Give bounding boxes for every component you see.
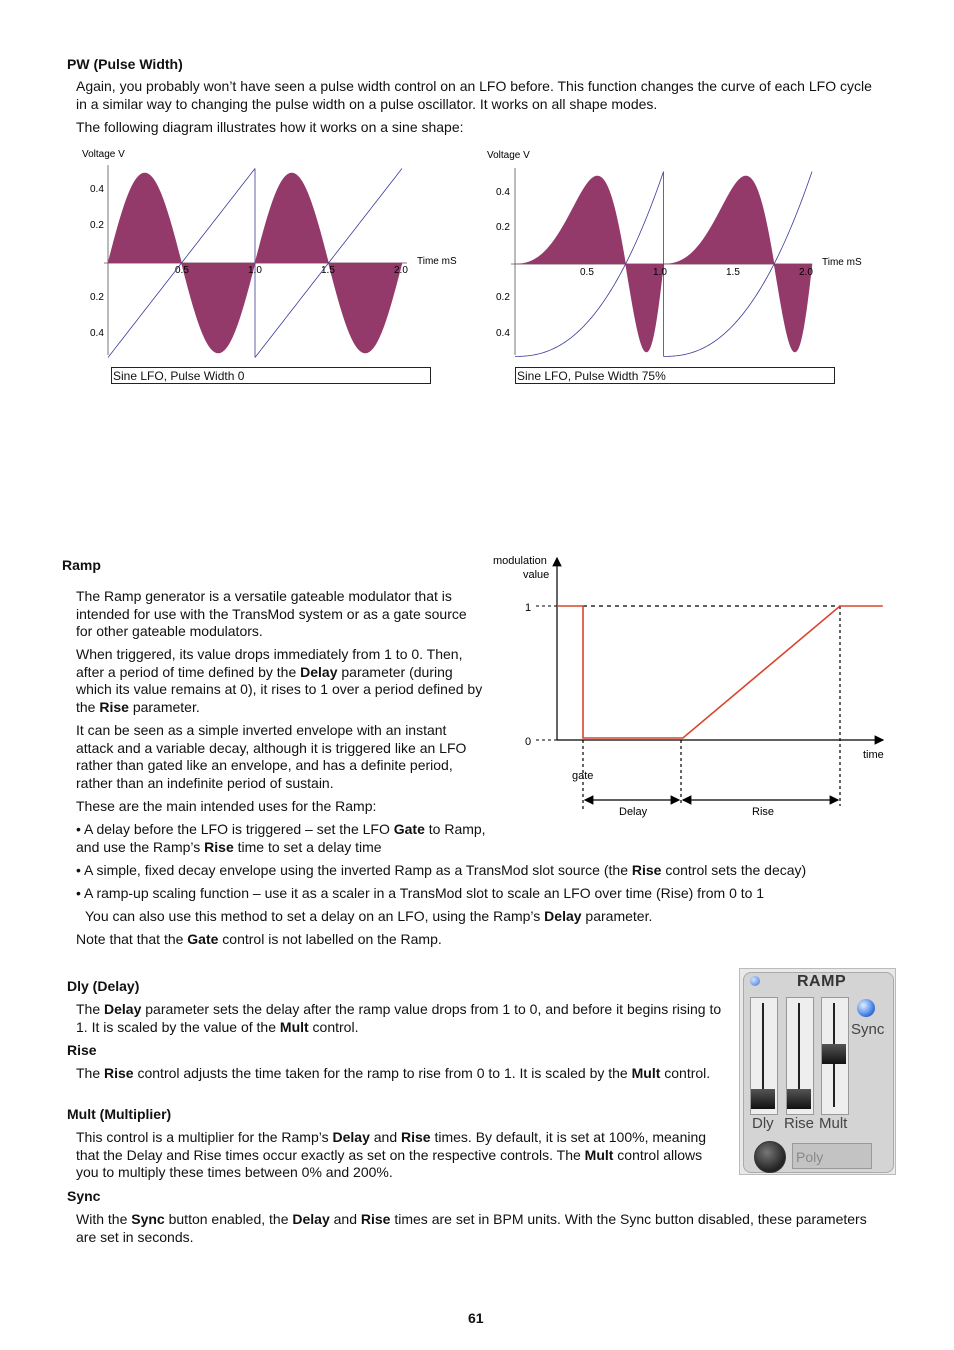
mult-label: Mult [819,1115,848,1132]
sine-cycle-2 [664,176,813,352]
chart1-ytick: 0.4 [90,184,104,195]
ramp-bullet-2: • A simple, fixed decay envelope using the inverted Ramp as a TransMod slot source (the Rise control sets the decay) [76,862,807,878]
ramp-rise-label: Rise [752,806,775,818]
chart2-ytick: 0.2 [496,292,510,303]
ramp-delay-label: Delay [619,806,648,818]
ramp-diagram [488,548,898,828]
chart2-xtick: 0.5 [580,267,594,278]
chart1-ytick: 0.4 [90,328,104,339]
sync-led-button[interactable] [857,999,875,1017]
pw-heading: PW (Pulse Width) [67,56,183,72]
chart1-caption: Sine LFO, Pulse Width 0 [111,367,431,384]
rise-slider-thumb[interactable] [787,1089,811,1109]
chart2-ytick: 0.4 [496,187,510,198]
sine-pw75-chart [480,140,880,390]
gate-knob[interactable] [754,1141,786,1173]
chart2-xtick: 2.0 [799,267,813,278]
rise-label: Rise [784,1115,815,1132]
chart2-ytick: 0.2 [496,222,510,233]
dly-heading: Dly (Delay) [67,978,140,994]
chart1-ytick: 0.2 [90,220,104,231]
sync-heading: Sync [67,1188,101,1204]
chart1-xtick: 1.0 [248,265,262,276]
ramp-paragraph-1: The Ramp generator is a versatile gateable modulator that is intended for use with the TransMod system or as a gate source for other gateable modulators. [76,588,467,639]
ramp-panel [739,968,896,1175]
ramp-ylabel-line1: modulation [493,555,547,567]
mult-paragraph: This control is a multiplier for the Ramp’s Delay and Rise times. By default, it is set at 100%, meaning that the Delay and Rise times occur exactly as set on the respective controls. The Mult control allows you to multiply these times between 0% and 200%. [76,1129,707,1180]
rise-paragraph: The Rise control adjusts the time taken for the ramp to rise from 0 to 1. It is scaled by the Mult control. [76,1065,711,1081]
ramp-note: Note that that the Gate control is not labelled on the Ramp. [76,931,442,947]
mult-heading: Mult (Multiplier) [67,1106,172,1122]
chart2-caption: Sine LFO, Pulse Width 75% [515,367,835,384]
ramp-series-line [557,606,883,738]
ramp-paragraph-2: When triggered, its value drops immediately from 1 to 0. Then, after a period of time defined by the Delay parameter (during which its value remains at 0), it rises to 1 over a period defined by the Rise parameter. [76,646,483,715]
dly-paragraph: The Delay parameter sets the delay after the ramp value drops from 1 to 0, and before it begins rising to 1. It is scaled by the value of the Mult control. [76,1001,722,1035]
dly-label: Dly [752,1115,774,1132]
chart2-xlabel: Time mS [822,257,862,268]
pw-paragraph-1: Again, you probably won’t have seen a pulse width control on an LFO before. This function changes the curve of each LFO cycle in a similar way to changing the pulse width on a pulse oscillator. It works on all shape modes. [76,78,872,112]
mode-select[interactable]: Poly [792,1143,872,1169]
ramp-bullet-3-note: You can also use this method to set a delay on an LFO, using the Ramp’s Delay parameter. [85,908,653,924]
pw-paragraph-2: The following diagram illustrates how it works on a sine shape: [76,119,464,135]
ramp-xlabel: time [863,749,884,761]
ramp-panel-title: RAMP [797,973,847,990]
chart1-xtick: 1.5 [321,265,335,276]
sine-cycle-1 [515,176,664,352]
chart1-ytick: 0.2 [90,292,104,303]
ramp-heading: Ramp [62,557,101,573]
sync-paragraph: With the Sync button enabled, the Delay and Rise times are set in BPM units. With the Sync button disabled, these parameters are set in seconds. [76,1211,867,1245]
sync-label: Sync [851,1021,885,1038]
chart1-ylabel: Voltage V [82,149,125,160]
page-number: 61 [468,1310,484,1326]
ramp-ytick-0: 0 [525,736,532,748]
chart1-xtick: 2.0 [394,265,408,276]
sine-pw0-chart [75,140,475,390]
chart2-xtick: 1.5 [726,267,740,278]
mult-slider-thumb[interactable] [822,1044,846,1064]
ramp-paragraph-3: It can be seen as a simple inverted envelope with an instant attack and a variable decay, although it is triggered like an LFO rather than gated like an envelope, and has a definite period, rather than an indefinite period of sustain. [76,722,467,791]
chart1-xtick: 0.5 [175,265,189,276]
ramp-gate-label: gate [572,770,594,782]
chart2-ylabel: Voltage V [487,150,530,161]
rise-heading: Rise [67,1042,97,1058]
dly-slider-thumb[interactable] [751,1089,775,1109]
chart1-xlabel: Time mS [417,256,457,267]
ramp-power-led-icon[interactable] [750,976,760,986]
chart2-ytick: 0.4 [496,328,510,339]
ramp-ytick-1: 1 [525,602,532,614]
ramp-bullet-1: • A delay before the LFO is triggered – set the LFO Gate to Ramp, and use the Ramp’s Rise time to set a delay time [76,821,486,855]
chart2-xtick: 1.0 [653,267,667,278]
ramp-paragraph-4: These are the main intended uses for the Ramp: [76,798,377,814]
ramp-bullet-3: • A ramp-up scaling function – use it as a scaler in a TransMod slot to scale an LFO over time (Rise) from 0 to 1 [76,885,765,901]
ramp-ylabel-line2: value [523,569,550,581]
